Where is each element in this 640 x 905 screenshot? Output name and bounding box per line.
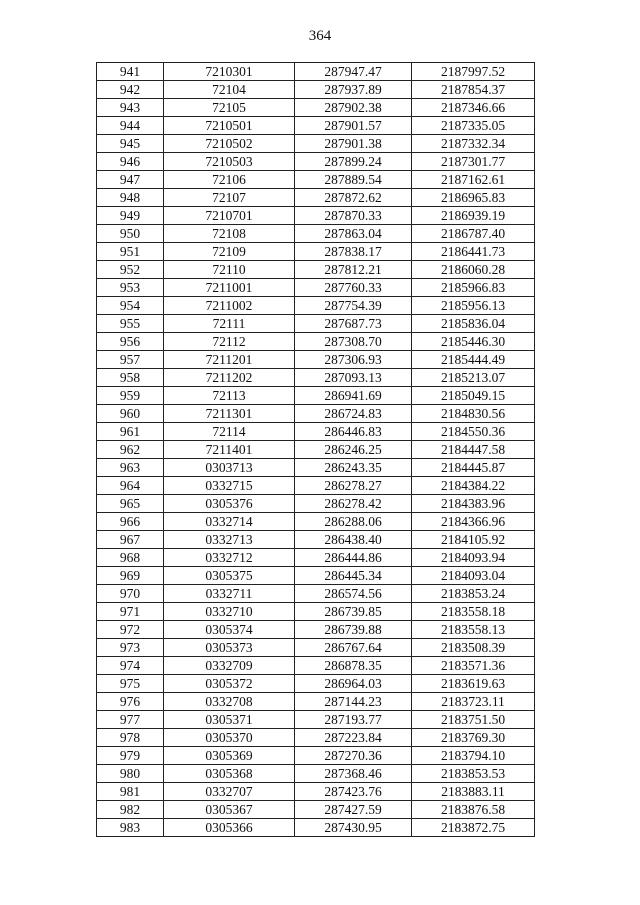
y-coordinate-cell: 2187997.52 — [412, 63, 535, 81]
y-coordinate-cell: 2184093.94 — [412, 549, 535, 567]
y-coordinate-cell: 2184093.04 — [412, 567, 535, 585]
row-number-cell: 980 — [97, 765, 164, 783]
row-number-cell: 945 — [97, 135, 164, 153]
table-row — [97, 711, 535, 729]
point-id-cell: 0305375 — [164, 567, 295, 585]
point-id-cell: 0332714 — [164, 513, 295, 531]
row-number-cell: 963 — [97, 459, 164, 477]
table-row — [97, 333, 535, 351]
x-coordinate-cell: 287901.38 — [295, 135, 412, 153]
point-id-cell: 7211001 — [164, 279, 295, 297]
row-number-cell: 975 — [97, 675, 164, 693]
x-coordinate-cell: 287193.77 — [295, 711, 412, 729]
table-row — [97, 189, 535, 207]
y-coordinate-cell: 2183571.36 — [412, 657, 535, 675]
x-coordinate-cell: 287838.17 — [295, 243, 412, 261]
table-row — [97, 621, 535, 639]
point-id-cell: 0332710 — [164, 603, 295, 621]
x-coordinate-cell: 286739.88 — [295, 621, 412, 639]
x-coordinate-cell: 287754.39 — [295, 297, 412, 315]
table-row — [97, 81, 535, 99]
row-number-cell: 941 — [97, 63, 164, 81]
table-row — [97, 783, 535, 801]
x-coordinate-cell: 286278.42 — [295, 495, 412, 513]
x-coordinate-cell: 287947.47 — [295, 63, 412, 81]
point-id-cell: 72113 — [164, 387, 295, 405]
table-row — [97, 585, 535, 603]
y-coordinate-cell: 2187332.34 — [412, 135, 535, 153]
coordinates-table-body — [97, 63, 535, 837]
point-id-cell: 72114 — [164, 423, 295, 441]
y-coordinate-cell: 2183558.13 — [412, 621, 535, 639]
y-coordinate-cell: 2184830.56 — [412, 405, 535, 423]
x-coordinate-cell: 287889.54 — [295, 171, 412, 189]
row-number-cell: 951 — [97, 243, 164, 261]
row-number-cell: 948 — [97, 189, 164, 207]
y-coordinate-cell: 2183853.53 — [412, 765, 535, 783]
x-coordinate-cell: 287306.93 — [295, 351, 412, 369]
point-id-cell: 0332708 — [164, 693, 295, 711]
row-number-cell: 959 — [97, 387, 164, 405]
point-id-cell: 7211301 — [164, 405, 295, 423]
x-coordinate-cell: 287223.84 — [295, 729, 412, 747]
table-row — [97, 657, 535, 675]
y-coordinate-cell: 2185213.07 — [412, 369, 535, 387]
row-number-cell: 970 — [97, 585, 164, 603]
point-id-cell: 0303713 — [164, 459, 295, 477]
row-number-cell: 949 — [97, 207, 164, 225]
y-coordinate-cell: 2183723.11 — [412, 693, 535, 711]
row-number-cell: 943 — [97, 99, 164, 117]
table-row — [97, 117, 535, 135]
table-row — [97, 765, 535, 783]
x-coordinate-cell: 287687.73 — [295, 315, 412, 333]
row-number-cell: 955 — [97, 315, 164, 333]
y-coordinate-cell: 2183769.30 — [412, 729, 535, 747]
row-number-cell: 962 — [97, 441, 164, 459]
y-coordinate-cell: 2187854.37 — [412, 81, 535, 99]
table-row — [97, 549, 535, 567]
x-coordinate-cell: 286278.27 — [295, 477, 412, 495]
point-id-cell: 7210503 — [164, 153, 295, 171]
row-number-cell: 966 — [97, 513, 164, 531]
x-coordinate-cell: 286446.83 — [295, 423, 412, 441]
x-coordinate-cell: 286964.03 — [295, 675, 412, 693]
y-coordinate-cell: 2183558.18 — [412, 603, 535, 621]
table-row — [97, 531, 535, 549]
table-row — [97, 477, 535, 495]
x-coordinate-cell: 286438.40 — [295, 531, 412, 549]
y-coordinate-cell: 2186060.28 — [412, 261, 535, 279]
table-row — [97, 135, 535, 153]
y-coordinate-cell: 2183619.63 — [412, 675, 535, 693]
point-id-cell: 7211401 — [164, 441, 295, 459]
y-coordinate-cell: 2187301.77 — [412, 153, 535, 171]
y-coordinate-cell: 2187335.05 — [412, 117, 535, 135]
table-row — [97, 801, 535, 819]
y-coordinate-cell: 2185444.49 — [412, 351, 535, 369]
y-coordinate-cell: 2185956.13 — [412, 297, 535, 315]
x-coordinate-cell: 287270.36 — [295, 747, 412, 765]
table-row — [97, 315, 535, 333]
y-coordinate-cell: 2184105.92 — [412, 531, 535, 549]
x-coordinate-cell: 286739.85 — [295, 603, 412, 621]
point-id-cell: 72111 — [164, 315, 295, 333]
point-id-cell: 7211201 — [164, 351, 295, 369]
table-row — [97, 63, 535, 81]
row-number-cell: 969 — [97, 567, 164, 585]
row-number-cell: 978 — [97, 729, 164, 747]
table-row — [97, 279, 535, 297]
table-row — [97, 351, 535, 369]
row-number-cell: 979 — [97, 747, 164, 765]
point-id-cell: 7210301 — [164, 63, 295, 81]
table-row — [97, 603, 535, 621]
x-coordinate-cell: 287901.57 — [295, 117, 412, 135]
y-coordinate-cell: 2186965.83 — [412, 189, 535, 207]
x-coordinate-cell: 287902.38 — [295, 99, 412, 117]
y-coordinate-cell: 2183508.39 — [412, 639, 535, 657]
y-coordinate-cell: 2186787.40 — [412, 225, 535, 243]
table-row — [97, 297, 535, 315]
row-number-cell: 972 — [97, 621, 164, 639]
y-coordinate-cell: 2185836.04 — [412, 315, 535, 333]
point-id-cell: 0305369 — [164, 747, 295, 765]
y-coordinate-cell: 2184384.22 — [412, 477, 535, 495]
x-coordinate-cell: 287093.13 — [295, 369, 412, 387]
coordinates-table — [96, 62, 535, 837]
point-id-cell: 0305370 — [164, 729, 295, 747]
x-coordinate-cell: 287899.24 — [295, 153, 412, 171]
row-number-cell: 950 — [97, 225, 164, 243]
row-number-cell: 946 — [97, 153, 164, 171]
x-coordinate-cell: 287427.59 — [295, 801, 412, 819]
row-number-cell: 982 — [97, 801, 164, 819]
page-number: 364 — [308, 28, 332, 44]
x-coordinate-cell: 287760.33 — [295, 279, 412, 297]
x-coordinate-cell: 287423.76 — [295, 783, 412, 801]
table-row — [97, 819, 535, 837]
x-coordinate-cell: 286724.83 — [295, 405, 412, 423]
row-number-cell: 967 — [97, 531, 164, 549]
table-row — [97, 405, 535, 423]
x-coordinate-cell: 286767.64 — [295, 639, 412, 657]
y-coordinate-cell: 2184550.36 — [412, 423, 535, 441]
row-number-cell: 957 — [97, 351, 164, 369]
x-coordinate-cell: 286288.06 — [295, 513, 412, 531]
point-id-cell: 0305368 — [164, 765, 295, 783]
x-coordinate-cell: 287812.21 — [295, 261, 412, 279]
point-id-cell: 72112 — [164, 333, 295, 351]
y-coordinate-cell: 2183883.11 — [412, 783, 535, 801]
y-coordinate-cell: 2186939.19 — [412, 207, 535, 225]
y-coordinate-cell: 2187346.66 — [412, 99, 535, 117]
y-coordinate-cell: 2183872.75 — [412, 819, 535, 837]
x-coordinate-cell: 287308.70 — [295, 333, 412, 351]
point-id-cell: 72106 — [164, 171, 295, 189]
point-id-cell: 72109 — [164, 243, 295, 261]
point-id-cell: 0305371 — [164, 711, 295, 729]
y-coordinate-cell: 2184445.87 — [412, 459, 535, 477]
x-coordinate-cell: 287870.33 — [295, 207, 412, 225]
x-coordinate-cell: 286878.35 — [295, 657, 412, 675]
row-number-cell: 947 — [97, 171, 164, 189]
point-id-cell: 0305373 — [164, 639, 295, 657]
row-number-cell: 956 — [97, 333, 164, 351]
table-row — [97, 567, 535, 585]
point-id-cell: 72104 — [164, 81, 295, 99]
y-coordinate-cell: 2186441.73 — [412, 243, 535, 261]
y-coordinate-cell: 2183876.58 — [412, 801, 535, 819]
y-coordinate-cell: 2184447.58 — [412, 441, 535, 459]
row-number-cell: 983 — [97, 819, 164, 837]
y-coordinate-cell: 2187162.61 — [412, 171, 535, 189]
x-coordinate-cell: 286243.35 — [295, 459, 412, 477]
table-row — [97, 171, 535, 189]
point-id-cell: 7211002 — [164, 297, 295, 315]
x-coordinate-cell: 286574.56 — [295, 585, 412, 603]
x-coordinate-cell: 287144.23 — [295, 693, 412, 711]
table-row — [97, 747, 535, 765]
x-coordinate-cell: 287863.04 — [295, 225, 412, 243]
row-number-cell: 973 — [97, 639, 164, 657]
row-number-cell: 964 — [97, 477, 164, 495]
point-id-cell: 0332713 — [164, 531, 295, 549]
table-row — [97, 459, 535, 477]
point-id-cell: 72105 — [164, 99, 295, 117]
point-id-cell: 0305372 — [164, 675, 295, 693]
table-row — [97, 207, 535, 225]
point-id-cell: 0332711 — [164, 585, 295, 603]
y-coordinate-cell: 2183853.24 — [412, 585, 535, 603]
row-number-cell: 981 — [97, 783, 164, 801]
table-row — [97, 441, 535, 459]
row-number-cell: 954 — [97, 297, 164, 315]
row-number-cell: 960 — [97, 405, 164, 423]
row-number-cell: 974 — [97, 657, 164, 675]
row-number-cell: 977 — [97, 711, 164, 729]
x-coordinate-cell: 286444.86 — [295, 549, 412, 567]
point-id-cell: 7210501 — [164, 117, 295, 135]
row-number-cell: 971 — [97, 603, 164, 621]
table-row — [97, 153, 535, 171]
point-id-cell: 72107 — [164, 189, 295, 207]
table-row — [97, 423, 535, 441]
table-row — [97, 729, 535, 747]
point-id-cell: 0305367 — [164, 801, 295, 819]
point-id-cell: 7210502 — [164, 135, 295, 153]
table-row — [97, 261, 535, 279]
x-coordinate-cell: 287872.62 — [295, 189, 412, 207]
point-id-cell: 72108 — [164, 225, 295, 243]
x-coordinate-cell: 286246.25 — [295, 441, 412, 459]
table-row — [97, 387, 535, 405]
row-number-cell: 952 — [97, 261, 164, 279]
x-coordinate-cell: 287430.95 — [295, 819, 412, 837]
point-id-cell: 0332715 — [164, 477, 295, 495]
y-coordinate-cell: 2185049.15 — [412, 387, 535, 405]
table-row — [97, 99, 535, 117]
row-number-cell: 965 — [97, 495, 164, 513]
row-number-cell: 968 — [97, 549, 164, 567]
x-coordinate-cell: 287937.89 — [295, 81, 412, 99]
row-number-cell: 976 — [97, 693, 164, 711]
table-row — [97, 639, 535, 657]
table-row — [97, 693, 535, 711]
row-number-cell: 942 — [97, 81, 164, 99]
x-coordinate-cell: 286941.69 — [295, 387, 412, 405]
point-id-cell: 0332712 — [164, 549, 295, 567]
point-id-cell: 0332707 — [164, 783, 295, 801]
row-number-cell: 958 — [97, 369, 164, 387]
point-id-cell: 0305376 — [164, 495, 295, 513]
row-number-cell: 961 — [97, 423, 164, 441]
y-coordinate-cell: 2183794.10 — [412, 747, 535, 765]
y-coordinate-cell: 2184383.96 — [412, 495, 535, 513]
table-row — [97, 225, 535, 243]
point-id-cell: 0305366 — [164, 819, 295, 837]
point-id-cell: 72110 — [164, 261, 295, 279]
point-id-cell: 7210701 — [164, 207, 295, 225]
row-number-cell: 953 — [97, 279, 164, 297]
table-row — [97, 675, 535, 693]
point-id-cell: 7211202 — [164, 369, 295, 387]
table-row — [97, 513, 535, 531]
row-number-cell: 944 — [97, 117, 164, 135]
point-id-cell: 0332709 — [164, 657, 295, 675]
table-row — [97, 243, 535, 261]
y-coordinate-cell: 2185966.83 — [412, 279, 535, 297]
table-row — [97, 369, 535, 387]
x-coordinate-cell: 286445.34 — [295, 567, 412, 585]
y-coordinate-cell: 2183751.50 — [412, 711, 535, 729]
y-coordinate-cell: 2185446.30 — [412, 333, 535, 351]
x-coordinate-cell: 287368.46 — [295, 765, 412, 783]
point-id-cell: 0305374 — [164, 621, 295, 639]
y-coordinate-cell: 2184366.96 — [412, 513, 535, 531]
table-row — [97, 495, 535, 513]
